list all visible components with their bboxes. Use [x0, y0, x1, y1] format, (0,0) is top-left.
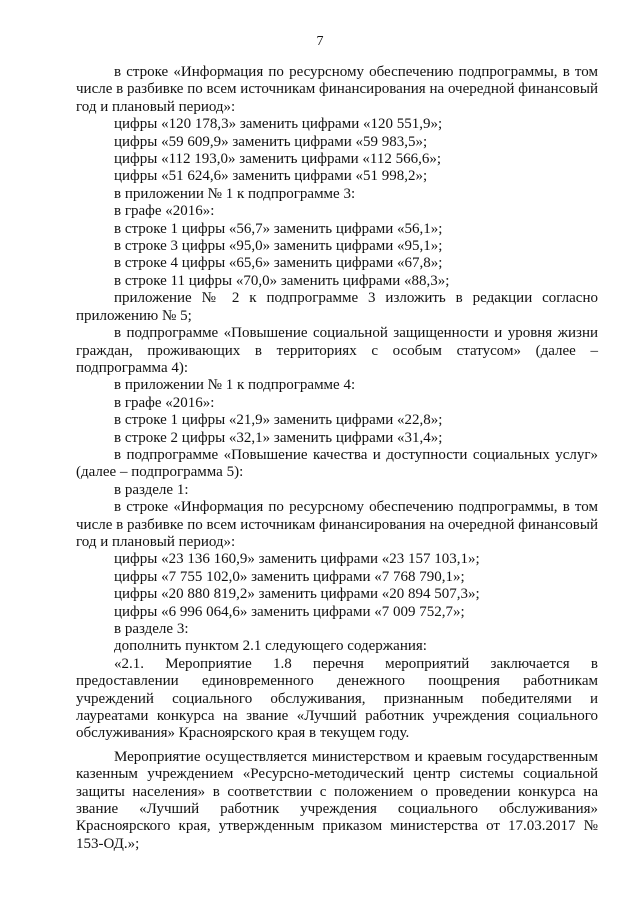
paragraph: в подпрограмме «Повышение качества и доступности социальных услуг» (далее – подпрограмма 5): [76, 446, 598, 481]
paragraph: в подпрограмме «Повышение социальной защищенности и уровня жизни граждан, проживающих в территориях с особым статусом» (далее – подпрограмма 4): [76, 325, 598, 376]
paragraph: цифры «112 193,0» заменить цифрами «112 566,6»; [114, 151, 442, 168]
paragraph: цифры «6 996 064,6» заменить цифрами «7 009 752,7»; [114, 603, 465, 620]
paragraph: в строке 4 цифры «65,6» заменить цифрами «67,8»; [114, 255, 443, 272]
paragraph: приложение № 2 к подпрограмме 3 изложить в редакции согласно приложению № 5; [76, 290, 598, 324]
paragraph: в графе «2016»: [114, 394, 215, 411]
paragraph: в графе «2016»: [114, 203, 215, 220]
paragraph: цифры «7 755 102,0» заменить цифрами «7 768 790,1»; [114, 568, 465, 585]
paragraph: в разделе 1: [114, 481, 189, 498]
paragraph: в строке 11 цифры «70,0» заменить цифрами «88,3»; [114, 272, 450, 289]
paragraph: в строке 1 цифры «56,7» заменить цифрами «56,1»; [114, 220, 443, 237]
paragraph: в строке 3 цифры «95,0» заменить цифрами «95,1»; [114, 238, 443, 255]
paragraph: цифры «23 136 160,9» заменить цифрами «23 157 103,1»; [114, 551, 480, 568]
paragraph: цифры «51 624,6» заменить цифрами «51 998,2»; [114, 168, 428, 185]
paragraph: в разделе 3: [114, 621, 189, 637]
paragraph: в строке 2 цифры «32,1» заменить цифрами «31,4»; [114, 429, 443, 446]
paragraph: цифры «20 880 819,2» заменить цифрами «20 894 507,3»; [114, 586, 480, 603]
paragraph: Мероприятие осуществляется министерством и краевым государственным казенным учреждением «Ресурсно-методический центр системы социальной защиты населения» в соответствии с положением о проведении конкурса на звание «Лучший работник учреждения социального обслуживания» Красноярского края, утвержденным приказом министерства от 17.03.2017 № 153-ОД.»; [76, 748, 598, 852]
paragraph: в строке «Информация по ресурсному обеспечению подпрограммы, в том числе в разбивке по всем источникам финансирования на очередной финансовый год и плановый период»: [76, 64, 598, 115]
paragraph: цифры «120 178,3» заменить цифрами «120 551,9»; [114, 116, 443, 133]
paragraph: в приложении № 1 к подпрограмме 3: [114, 185, 356, 202]
paragraph: цифры «59 609,9» заменить цифрами «59 983,5»; [114, 133, 428, 150]
document-body [76, 64, 598, 853]
paragraph: в приложении № 1 к подпрограмме 4: [114, 377, 356, 394]
page-number: 7 [316, 34, 324, 49]
paragraph: в строке «Информация по ресурсному обеспечению подпрограммы, в том числе в разбивке по всем источникам финансирования на очередной финансовый год и плановый период»: [76, 499, 598, 550]
paragraph: «2.1. Мероприятие 1.8 перечня мероприятий заключается в предоставлении единовременного денежного поощрения работникам учреждений социального обслуживания, признанным победителями и лауреатами конкурса на звание «Лучший работник учреждения социального обслуживания» Красноярского края в текущем году. [76, 655, 598, 742]
paragraph: дополнить пунктом 2.1 следующего содержания: [114, 638, 427, 655]
paragraph: в строке 1 цифры «21,9» заменить цифрами «22,8»; [114, 412, 443, 429]
